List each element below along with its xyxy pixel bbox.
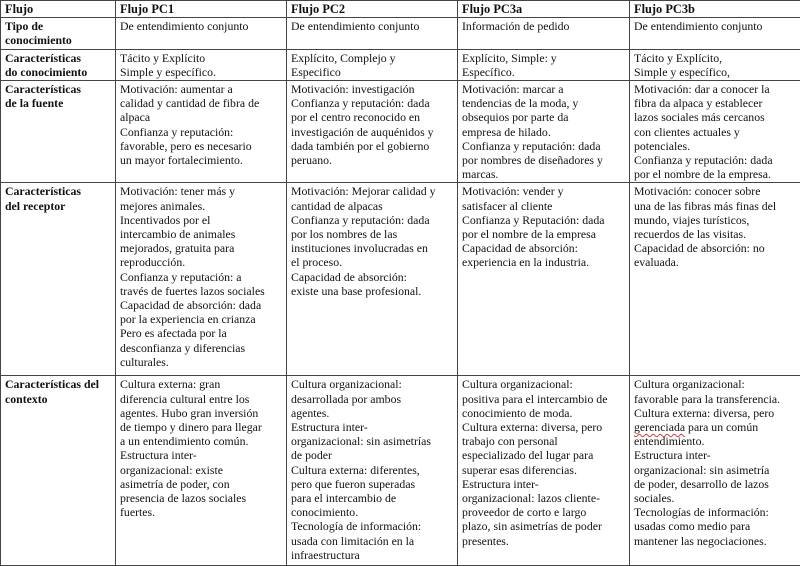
- cell-line: desconfianza y diferencias: [120, 341, 283, 355]
- cell-line: mejorados, gratuita para: [120, 241, 283, 255]
- cell-line: experiencia en la industria.: [462, 255, 626, 269]
- cell-line: de tiempo y dinero para llegar: [120, 420, 283, 434]
- cell-line: entendimiento.: [634, 434, 797, 448]
- header-flujo-pc3a: Flujo PC3a: [458, 1, 630, 18]
- cell-line: existe una base profesional.: [291, 284, 454, 298]
- cell-pc3b: [630, 49, 800, 80]
- cell-line: Cultura organizacional:: [291, 377, 454, 391]
- row-label-receptor: [1, 183, 116, 376]
- cell-pc3b: [630, 183, 800, 376]
- cell-line: a un entendimiento común.: [120, 434, 283, 448]
- cell-line: Estructura inter-: [291, 420, 454, 434]
- cell-line: Confianza y Reputación: dada: [462, 213, 626, 227]
- cell-pc2: [287, 81, 458, 183]
- cell-pc3a: [458, 49, 630, 80]
- header-flujo: Flujo: [1, 1, 116, 18]
- cell-line: Cultura externa: gran: [120, 377, 283, 391]
- cell-line: investigación de auquénidos y: [291, 125, 454, 139]
- cell-line: Motivación: dar a conocer la: [634, 82, 797, 96]
- cell-line: con clientes actuales y: [634, 125, 797, 139]
- cell-line: Confianza y reputación: dada: [291, 213, 454, 227]
- cell-line: por el nombre de la empresa.: [634, 167, 797, 181]
- cell-line: el proceso.: [291, 255, 454, 269]
- cell-pc1: [116, 18, 287, 49]
- cell-line: Confianza y reputación: dada: [291, 96, 454, 110]
- cell-pc2: [287, 183, 458, 376]
- cell-line: Capacidad de absorción: no: [634, 241, 797, 255]
- cell-line: fuertes.: [120, 505, 283, 519]
- cell-pc1: [116, 81, 287, 183]
- cell-line: gerenciada para un común: [634, 420, 797, 434]
- cell-line: Pero es afectada por la: [120, 326, 283, 340]
- cell-line: conocimiento de moda.: [462, 406, 626, 420]
- cell-line: Tácito y Explícito: [120, 51, 283, 65]
- cell-line: presencia de lazos sociales: [120, 491, 283, 505]
- cell-line: Motivación: investigación: [291, 82, 454, 96]
- cell-line: un mayor fortalecimiento.: [120, 153, 283, 167]
- cell-pc3b: [630, 18, 800, 49]
- cell-pc3a: [458, 376, 630, 566]
- cell-line: Cultura externa: diferentes,: [291, 463, 454, 477]
- row-label-caracteristicas-conocimiento: [1, 49, 116, 80]
- cell-line: De entendimiento conjunto: [634, 19, 797, 33]
- cell-line: Motivación: conocer sobre: [634, 184, 797, 198]
- cell-line: por la experiencia en crianza: [120, 312, 283, 326]
- row-label-line: de la fuente: [5, 96, 112, 110]
- cell-line: Capacidad de absorción: dada: [120, 298, 283, 312]
- cell-line: Estructura inter-: [462, 477, 626, 491]
- cell-line: favorable para la transferencia.: [634, 392, 797, 406]
- cell-line: culturales.: [120, 355, 283, 369]
- cell-line: De entendimiento conjunto: [291, 19, 454, 33]
- cell-line: positiva para el intercambio de: [462, 392, 626, 406]
- cell-line: Motivación: aumentar a: [120, 82, 283, 96]
- cell-line: de poder, desarrollo de lazos: [634, 477, 797, 491]
- header-flujo-pc1: Flujo PC1: [116, 1, 287, 18]
- cell-line: Especifico: [291, 65, 454, 79]
- cell-line: desarrollada por ambos: [291, 392, 454, 406]
- cell-pc2: [287, 18, 458, 49]
- cell-line: través de fuertes lazos sociales: [120, 284, 283, 298]
- cell-line: mundo, viajes turísticos,: [634, 213, 797, 227]
- table-row: [1, 18, 800, 49]
- cell-line: infraestructura: [291, 548, 454, 562]
- cell-line: marcas.: [462, 167, 626, 181]
- cell-line: favorable, pero es necesario: [120, 139, 283, 153]
- cell-line: Cultura organizacional:: [462, 377, 626, 391]
- cell-line: empresa de hilado.: [462, 125, 626, 139]
- row-label-line: contexto: [5, 392, 112, 406]
- cell-line: Explícito, Simple: y: [462, 51, 626, 65]
- cell-line: instituciones involucradas en: [291, 241, 454, 255]
- row-label-line: Tipo de: [5, 19, 112, 33]
- cell-line: lazos sociales más cercanos: [634, 110, 797, 124]
- cell-line: Motivación: marcar a: [462, 82, 626, 96]
- cell-line: por el nombre de la empresa: [462, 227, 626, 241]
- cell-line: plazo, sin asimetrías de poder: [462, 519, 626, 533]
- cell-line: usadas como medio para: [634, 519, 797, 533]
- cell-line: por los nombres de las: [291, 227, 454, 241]
- cell-line: usada con limitación en la: [291, 534, 454, 548]
- cell-line: potenciales.: [634, 139, 797, 153]
- cell-line: organizacional: sin asimetría: [634, 463, 797, 477]
- cell-pc1: [116, 183, 287, 376]
- cell-line: diferencia cultural entre los: [120, 392, 283, 406]
- cell-pc2: [287, 376, 458, 566]
- cell-line: Tecnologías de información:: [634, 505, 797, 519]
- row-label-line: del receptor: [5, 199, 112, 213]
- cell-line: mejores animales.: [120, 199, 283, 213]
- cell-line: fibra da alpaca y establecer: [634, 96, 797, 110]
- cell-line: tendencias de la moda, y: [462, 96, 626, 110]
- cell-line: intercambio de animales: [120, 227, 283, 241]
- cell-line: asimetría de poder, con: [120, 477, 283, 491]
- spellcheck-underline: gerenciada: [634, 420, 685, 434]
- cell-line: calidad y cantidad de fibra de: [120, 96, 283, 110]
- cell-line: organizacional: lazos cliente-: [462, 491, 626, 505]
- table-row: [1, 49, 800, 80]
- cell-line: peruano.: [291, 153, 454, 167]
- cell-line: dada también por el gobierno: [291, 139, 454, 153]
- cell-pc3b: [630, 81, 800, 183]
- cell-line: Motivación: tener más y: [120, 184, 283, 198]
- cell-line: conocimiento.: [291, 505, 454, 519]
- cell-line: Capacidad de absorción:: [462, 241, 626, 255]
- cell-line: de poder: [291, 448, 454, 462]
- row-label-line: Características: [5, 184, 112, 198]
- table-row: [1, 376, 800, 566]
- cell-line: Confianza y reputación:: [120, 125, 283, 139]
- cell-pc3a: [458, 183, 630, 376]
- cell-line: alpaca: [120, 110, 283, 124]
- header-flujo-pc3b: Flujo PC3b: [630, 1, 800, 18]
- cell-line: para el intercambio de: [291, 491, 454, 505]
- cell-line: mantener las negociaciones.: [634, 534, 797, 548]
- cell-line: especializado del lugar para: [462, 448, 626, 462]
- row-label-line: do conocimiento: [5, 65, 112, 79]
- cell-pc1: [116, 376, 287, 566]
- cell-line: Motivación: vender y: [462, 184, 626, 198]
- cell-line: Información de pedido: [462, 19, 626, 33]
- cell-line: una de las fibras más finas del: [634, 199, 797, 213]
- cell-line: por nombres de diseñadores y: [462, 153, 626, 167]
- cell-line: Tácito y Explícito,: [634, 51, 797, 65]
- cell-line: presentes.: [462, 534, 626, 548]
- cell-line: De entendimiento conjunto: [120, 19, 283, 33]
- cell-line: obsequios por parte da: [462, 110, 626, 124]
- cell-line: Confianza y reputación: dada: [462, 139, 626, 153]
- cell-line: satisfacer al cliente: [462, 199, 626, 213]
- cell-line: Estructura inter-: [120, 448, 283, 462]
- cell-line: Confianza y reputación: a: [120, 270, 283, 284]
- cell-line: evaluada.: [634, 255, 797, 269]
- cell-line: Confianza y reputación: dada: [634, 153, 797, 167]
- cell-line: trabajo con personal: [462, 434, 626, 448]
- row-label-line: conocimiento: [5, 33, 112, 47]
- cell-line: recuerdos de las visitas.: [634, 227, 797, 241]
- cell-line: superar esas diferencias.: [462, 463, 626, 477]
- table-row: [1, 183, 800, 376]
- cell-line: Tecnología de información:: [291, 519, 454, 533]
- cell-line: Específico.: [462, 65, 626, 79]
- cell-line: Estructura inter-: [634, 448, 797, 462]
- cell-line: reproducción.: [120, 255, 283, 269]
- row-label-line: Características: [5, 51, 112, 65]
- cell-pc3b: [630, 376, 800, 566]
- cell-line: agentes.: [291, 406, 454, 420]
- cell-line: Simple y específico.: [120, 65, 283, 79]
- row-label-line: Características: [5, 82, 112, 96]
- cell-pc1: [116, 49, 287, 80]
- cell-pc3a: [458, 18, 630, 49]
- header-flujo-pc2: Flujo PC2: [287, 1, 458, 18]
- cell-pc2: [287, 49, 458, 80]
- cell-line: sociales.: [634, 491, 797, 505]
- cell-line: pero que fueron superadas: [291, 477, 454, 491]
- row-label-line: Características del: [5, 377, 112, 391]
- cell-line: Cultura organizacional:: [634, 377, 797, 391]
- header-row: [1, 1, 800, 18]
- row-label-tipo: [1, 18, 116, 49]
- cell-line: Simple y específico,: [634, 65, 797, 79]
- cell-line: Cultura externa: diversa, pero: [462, 420, 626, 434]
- cell-line: Capacidad de absorción:: [291, 270, 454, 284]
- cell-line: organizacional: existe: [120, 463, 283, 477]
- cell-line: Cultura externa: diversa, pero: [634, 406, 797, 420]
- row-label-fuente: [1, 81, 116, 183]
- cell-line: Motivación: Mejorar calidad y: [291, 184, 454, 198]
- cell-line: proveedor de corto e largo: [462, 505, 626, 519]
- cell-line: por el centro reconocido en: [291, 110, 454, 124]
- cell-line: cantidad de alpacas: [291, 199, 454, 213]
- table-row: [1, 81, 800, 183]
- row-label-contexto: [1, 376, 116, 566]
- cell-line: Explícito, Complejo y: [291, 51, 454, 65]
- cell-line: Incentivados por el: [120, 213, 283, 227]
- cell-line: agentes. Hubo gran inversión: [120, 406, 283, 420]
- cell-line: organizacional: sin asimetrías: [291, 434, 454, 448]
- cell-pc3a: [458, 81, 630, 183]
